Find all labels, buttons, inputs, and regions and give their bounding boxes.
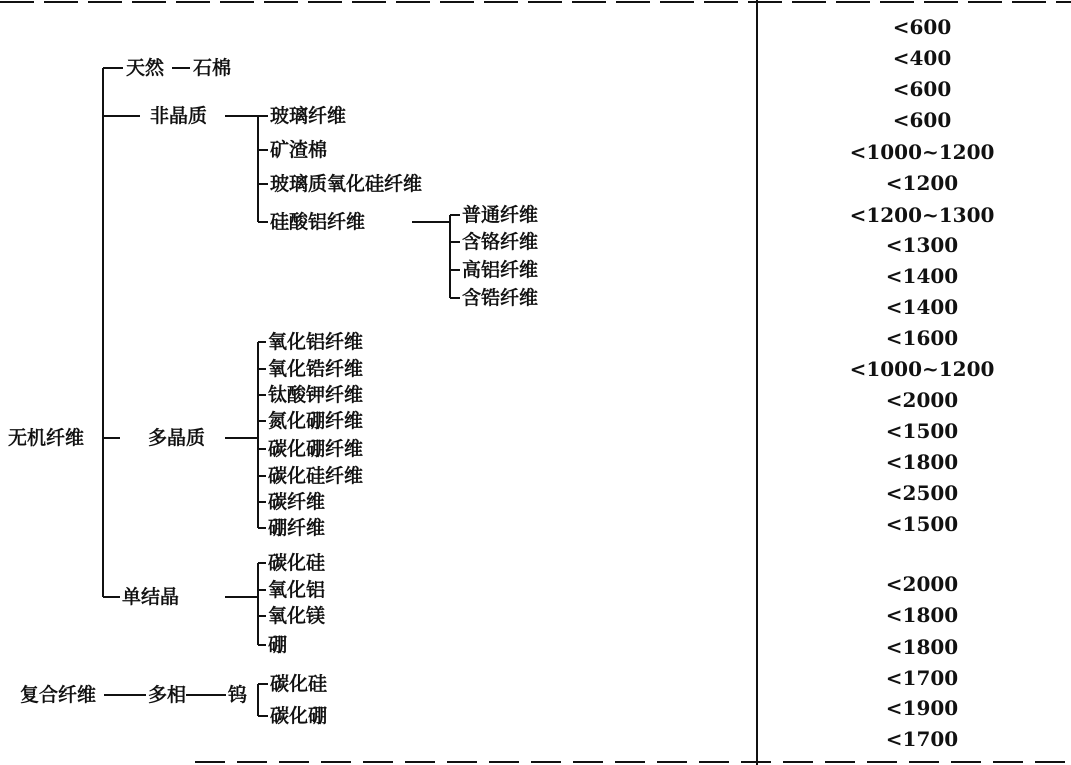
leaf-guisuanlv-1: 含铬纤维 bbox=[462, 231, 539, 253]
leaf-danjiejing-0: 碳化硅 bbox=[268, 552, 326, 574]
leaf-duojing-1: 氧化锆纤维 bbox=[268, 358, 364, 380]
leaf-guisuanlv-0: 普通纤维 bbox=[462, 204, 539, 226]
temp-value-18: <1800 bbox=[885, 603, 959, 627]
temp-value-12: <2000 bbox=[885, 388, 959, 412]
leaf-fuhe-1: 碳化硼 bbox=[270, 705, 328, 727]
leaf-feijing-1: 矿渣棉 bbox=[270, 139, 328, 161]
temp-value-4: <1000~1200 bbox=[849, 140, 995, 164]
temp-value-17: <2000 bbox=[885, 572, 959, 596]
temp-value-0: <600 bbox=[892, 15, 952, 39]
temp-value-10: <1600 bbox=[885, 326, 959, 350]
branch-duojing-label: 多晶质 bbox=[148, 427, 206, 449]
temp-value-14: <1800 bbox=[885, 450, 959, 474]
temp-value-13: <1500 bbox=[885, 419, 959, 443]
leaf-duojing-2: 钛酸钾纤维 bbox=[268, 384, 364, 406]
leaf-danjiejing-3: 硼 bbox=[268, 634, 288, 656]
temp-value-11: <1000~1200 bbox=[849, 357, 995, 381]
temp-value-16: <1500 bbox=[885, 512, 959, 536]
branch-feijing-label: 非晶质 bbox=[150, 105, 208, 127]
temp-value-2: <600 bbox=[892, 77, 952, 101]
leaf-duojing-6: 碳纤维 bbox=[268, 491, 326, 513]
leaf-duojing-5: 碳化硅纤维 bbox=[268, 465, 364, 487]
leaf-duojing-7: 硼纤维 bbox=[268, 517, 326, 539]
temperature-column bbox=[850, 15, 995, 751]
leaf-feijing-2: 玻璃质氧化硅纤维 bbox=[270, 173, 423, 195]
fuhe-mid-label: 多相 bbox=[148, 684, 187, 706]
branch-danjiejing-label: 单结晶 bbox=[122, 586, 180, 608]
leaf-feijing-3: 硅酸铝纤维 bbox=[270, 211, 366, 233]
leaf-duojing-4: 碳化硼纤维 bbox=[268, 438, 364, 460]
leaf-duojing-3: 氮化硼纤维 bbox=[268, 410, 364, 432]
temp-value-3: <600 bbox=[892, 108, 952, 132]
leaf-guisuanlv-3: 含锆纤维 bbox=[462, 287, 539, 309]
temp-value-7: <1300 bbox=[885, 233, 959, 257]
temp-value-20: <1700 bbox=[885, 666, 959, 690]
leaf-danjiejing-2: 氧化镁 bbox=[268, 605, 326, 627]
temp-value-9: <1400 bbox=[885, 295, 959, 319]
leaf-danjiejing-1: 氧化铝 bbox=[268, 579, 326, 601]
branch-tianran-label: 天然 bbox=[126, 57, 165, 79]
temp-value-19: <1800 bbox=[885, 635, 959, 659]
leaf-feijing-0: 玻璃纤维 bbox=[270, 105, 347, 127]
temp-value-5: <1200 bbox=[885, 171, 959, 195]
fuhe-root-label: 复合纤维 bbox=[20, 684, 97, 706]
leaf-duojing-0: 氧化铝纤维 bbox=[268, 331, 364, 353]
temp-value-8: <1400 bbox=[885, 264, 959, 288]
temp-value-15: <2500 bbox=[885, 481, 959, 505]
fuhe-core-label: 钨 bbox=[228, 684, 248, 706]
temp-value-1: <400 bbox=[892, 46, 952, 70]
root-label: 无机纤维 bbox=[8, 427, 85, 449]
temp-value-21: <1900 bbox=[885, 696, 959, 720]
leaf-shimian-label: 石棉 bbox=[193, 57, 232, 79]
temp-value-22: <1700 bbox=[885, 727, 959, 751]
temp-value-6: <1200~1300 bbox=[849, 203, 995, 227]
leaf-fuhe-0: 碳化硅 bbox=[270, 673, 328, 695]
leaf-guisuanlv-2: 高铝纤维 bbox=[462, 259, 539, 281]
